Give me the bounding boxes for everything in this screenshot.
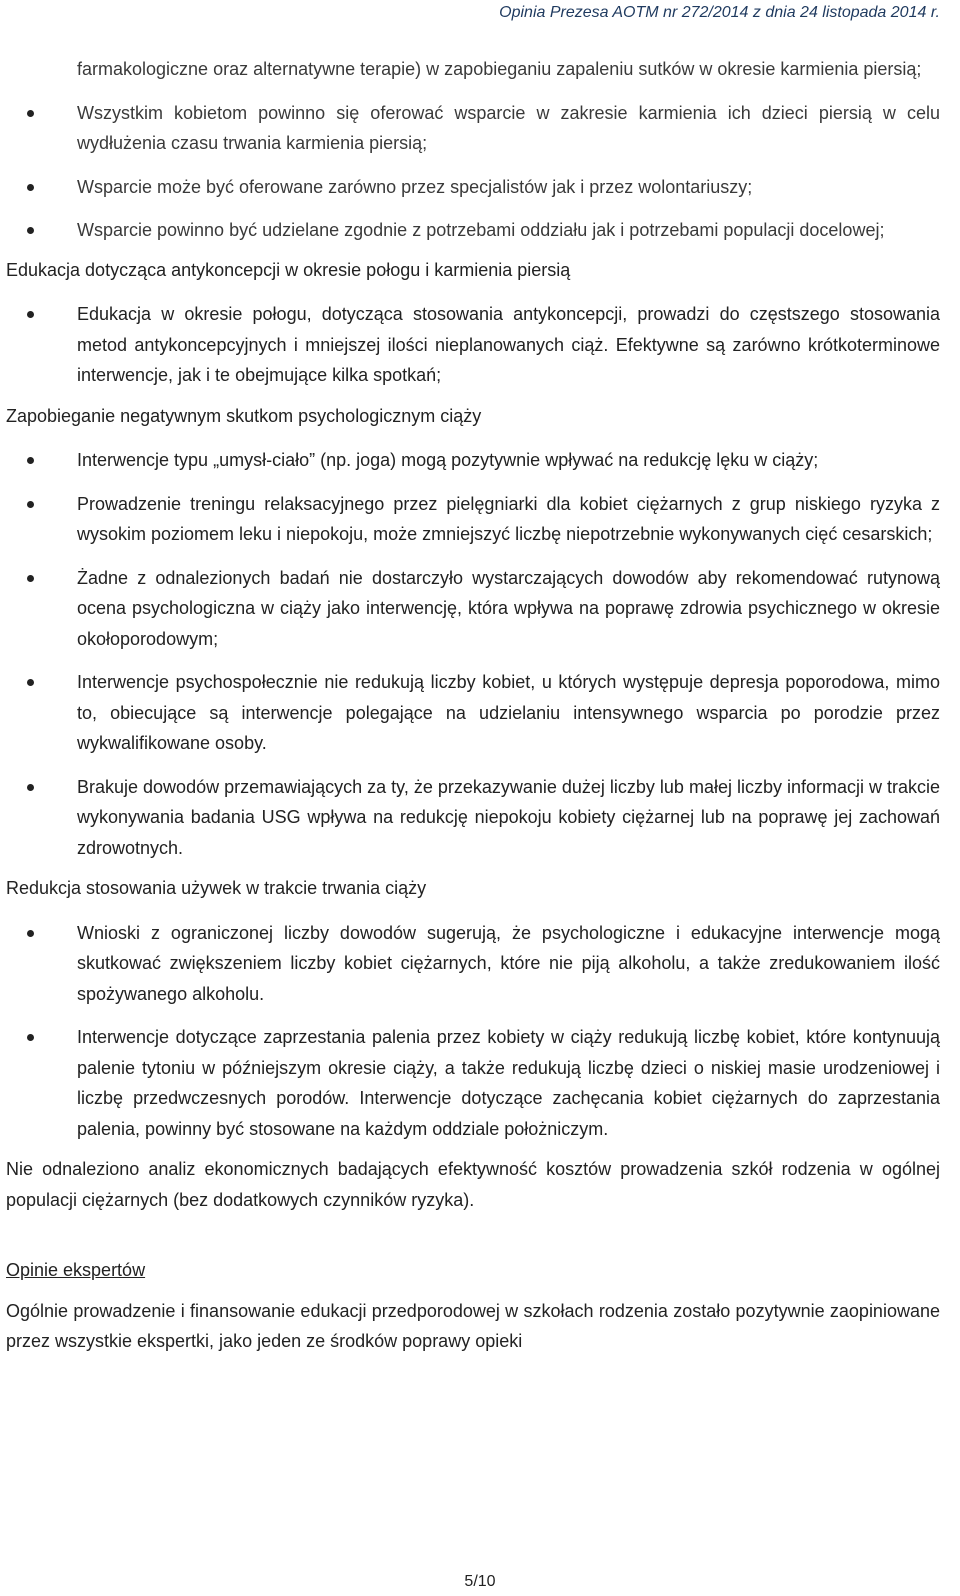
bullet-list-2 <box>6 299 940 391</box>
section-heading: Edukacja dotycząca antykoncepcji w okresie połogu i karmienia piersią <box>6 259 571 280</box>
bullet-list-3 <box>6 445 940 863</box>
list-item: Interwencje dotyczące zaprzestania palenia przez kobiety w ciąży redukują liczbę kobiet, które kontynuują palenie tytoniu w późniejszym okresie ciąży, a także redukują liczbę dzieci o niskiej masie urodzeniowej i liczbę przedwczesnych porodów. Interwencje dotyczące zachęcania kobiet ciężarnych do zaprzestania palenia, powinny być stosowane na każdym oddziale położniczym. <box>6 1022 940 1144</box>
section-heading: Redukcja stosowania używek w trakcie trwania ciąży <box>6 878 427 898</box>
list-item: Żadne z odnalezionych badań nie dostarczyło wystarczających dowodów aby rekomendować rutynową ocena psychologiczna w ciąży jako interwencję, która wpływa na poprawę zdrowia psychicznego w okresie okołoporodowym; <box>6 563 940 655</box>
list-item: Edukacja w okresie połogu, dotycząca stosowania antykoncepcji, prowadzi do częstszego stosowania metod antykoncepcyjnych i mniejszej ilości nieplanowanych ciąż. Efektywne są zarówno krótkoterminowe interwencje, jak i te obejmujące kilka spotkań; <box>6 299 940 391</box>
list-item: Wnioski z ograniczonej liczby dowodów sugerują, że psychologiczne i edukacyjne interwencje mogą skutkować zwiększeniem liczby kobiet ciężarnych, które nie piją alkoholu, a także zredukowaniem ilość spożywanego alkoholu. <box>6 918 940 1010</box>
paragraph: Nie odnaleziono analiz ekonomicznych badających efektywność kosztów prowadzenia szkół rodzenia w ogólnej populacji ciężarnych (bez dodatkowych czynników ryzyka). <box>6 1159 940 1210</box>
bullet-list-4 <box>6 918 940 1145</box>
document-body <box>6 54 940 1357</box>
list-item: Prowadzenie treningu relaksacyjnego przez pielęgniarki dla kobiet ciężarnych z grup niskiego ryzyka z wysokim poziomem leku i niepokoju, może zmniejszyć liczbę niepotrzebnie wykonywanych cięć cesarskich; <box>6 489 940 550</box>
list-item: Interwencje typu „umysł-ciało” (np. joga) mogą pozytywnie wpływać na redukcję lęku w ciąży; <box>6 445 940 476</box>
document-header: Opinia Prezesa AOTM nr 272/2014 z dnia 24 listopada 2014 r. <box>499 4 940 21</box>
section-heading: Zapobieganie negatywnym skutkom psychologicznym ciąży <box>6 405 482 426</box>
bullet-list-1 <box>6 54 940 246</box>
list-item: Wsparcie powinno być udzielane zgodnie z potrzebami oddziału jak i potrzebami populacji docelowej; <box>6 215 940 246</box>
list-item: Wszystkim kobietom powinno się oferować wsparcie w zakresie karmienia ich dzieci piersią w celu wydłużenia czasu trwania karmienia piersią; <box>6 98 940 159</box>
page-number: 5/10 <box>464 1573 496 1590</box>
list-item: Interwencje psychospołecznie nie redukują liczby kobiet, u których występuje depresja poporodowa, mimo to, obiecujące są interwencje polegające na udzielaniu intensywnego wsparcia po porodzie przez wykwalifikowane osoby. <box>6 667 940 759</box>
list-item: farmakologiczne oraz alternatywne terapie) w zapobieganiu zapaleniu sutków w okresie karmienia piersią; <box>77 59 922 79</box>
paragraph: Ogólnie prowadzenie i finansowanie edukacji przedporodowej w szkołach rodzenia zostało pozytywnie zaopiniowane przez wszystkie ekspertki, jako jeden ze środków poprawy opieki <box>6 1300 940 1351</box>
list-item: Wsparcie może być oferowane zarówno przez specjalistów jak i przez wolontariuszy; <box>6 172 940 203</box>
list-item: Brakuje dowodów przemawiających za ty, że przekazywanie dużej liczby lub małej liczby informacji w trakcie wykonywania badania USG wpływa na redukcję niepokoju kobiety ciężarnej lub na poprawę jej zachowań zdrowotnych. <box>6 772 940 864</box>
experts-heading: Opinie ekspertów <box>6 1260 146 1280</box>
